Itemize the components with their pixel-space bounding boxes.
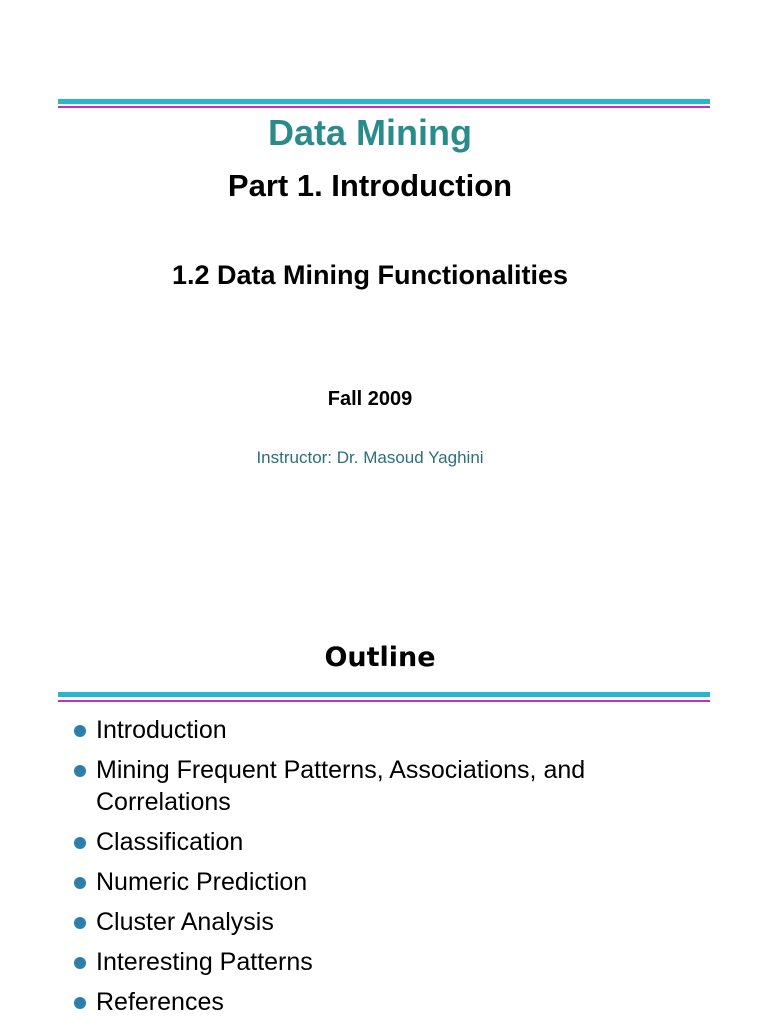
bullet-icon: [74, 725, 86, 737]
list-item: [74, 866, 694, 898]
list-item-text: Numeric Prediction: [96, 868, 308, 896]
bullet-icon: [74, 765, 86, 777]
bullet-icon: [74, 917, 86, 929]
header-rule-magenta: [58, 106, 710, 108]
list-item: [74, 714, 694, 746]
bullet-icon: [74, 837, 86, 849]
list-item-text: Introduction: [96, 716, 227, 744]
outline-rule-teal: [58, 692, 710, 697]
part-heading: Part 1. Introduction: [227, 168, 513, 203]
list-item-text: Classification: [96, 828, 244, 856]
term-label: Fall 2009: [327, 388, 413, 410]
list-item-text: Cluster Analysis: [96, 908, 274, 936]
list-item: [74, 906, 694, 938]
list-item-text: Mining Frequent Patterns, Associations, and Correlations: [96, 756, 586, 816]
section-subtitle: 1.2 Data Mining Functionalities: [171, 260, 569, 290]
outline-rule-magenta: [58, 700, 710, 702]
bullet-icon: [74, 997, 86, 1009]
outline-slide: [0, 580, 768, 1024]
list-item: [74, 826, 694, 858]
outline-list: [74, 714, 694, 1026]
header-rule-teal: [58, 99, 710, 104]
slide-title: Data Mining: [268, 112, 472, 153]
list-item: [74, 986, 694, 1018]
outline-heading: Outline: [324, 642, 436, 673]
instructor-label: Instructor: Dr. Masoud Yaghini: [256, 448, 484, 467]
list-item: [74, 946, 694, 978]
list-item-text: Interesting Patterns: [96, 948, 313, 976]
list-item: [74, 754, 694, 818]
bullet-icon: [74, 957, 86, 969]
list-item-text: References: [96, 988, 224, 1016]
bullet-icon: [74, 877, 86, 889]
